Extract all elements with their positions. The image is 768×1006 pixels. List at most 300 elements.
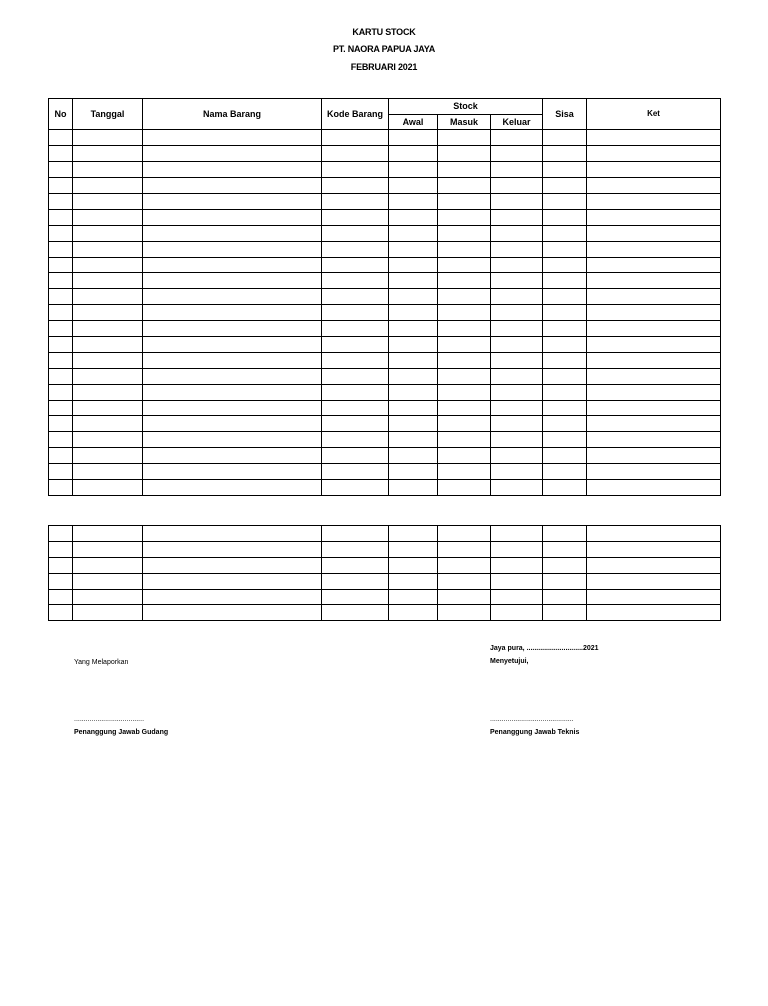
cell-sisa bbox=[543, 605, 587, 621]
cell-awal bbox=[389, 209, 438, 225]
cell-nama-barang bbox=[143, 573, 322, 589]
cell-keluar bbox=[491, 416, 543, 432]
cell-masuk bbox=[438, 321, 491, 337]
cell-kode-barang bbox=[322, 573, 389, 589]
cell-sisa bbox=[543, 541, 587, 557]
cell-sisa bbox=[543, 193, 587, 209]
cell-kode-barang bbox=[322, 605, 389, 621]
cell-kode-barang bbox=[322, 289, 389, 305]
cell-no bbox=[49, 130, 73, 146]
cell-masuk bbox=[438, 273, 491, 289]
cell-masuk bbox=[438, 130, 491, 146]
cell-ket bbox=[587, 178, 721, 194]
cell-awal bbox=[389, 526, 438, 542]
cell-ket bbox=[587, 336, 721, 352]
cell-tanggal bbox=[73, 526, 143, 542]
table-row bbox=[49, 289, 721, 305]
cell-nama-barang bbox=[143, 130, 322, 146]
stock-table bbox=[48, 98, 721, 496]
cell-awal bbox=[389, 384, 438, 400]
table-row bbox=[49, 178, 721, 194]
cell-ket bbox=[587, 162, 721, 178]
place-date: Jaya pura, .............................2021 bbox=[490, 645, 599, 652]
cell-keluar bbox=[491, 130, 543, 146]
table-row bbox=[49, 130, 721, 146]
cell-kode-barang bbox=[322, 384, 389, 400]
cell-sisa bbox=[543, 432, 587, 448]
cell-no bbox=[49, 432, 73, 448]
cell-sisa bbox=[543, 384, 587, 400]
cell-awal bbox=[389, 541, 438, 557]
cell-masuk bbox=[438, 448, 491, 464]
cell-sisa bbox=[543, 352, 587, 368]
cell-nama-barang bbox=[143, 541, 322, 557]
cell-no bbox=[49, 146, 73, 162]
cell-kode-barang bbox=[322, 541, 389, 557]
cell-no bbox=[49, 479, 73, 495]
cell-awal bbox=[389, 464, 438, 480]
cell-tanggal bbox=[73, 416, 143, 432]
cell-kode-barang bbox=[322, 146, 389, 162]
cell-masuk bbox=[438, 289, 491, 305]
cell-ket bbox=[587, 557, 721, 573]
cell-no bbox=[49, 448, 73, 464]
cell-nama-barang bbox=[143, 526, 322, 542]
cell-ket bbox=[587, 193, 721, 209]
cell-no bbox=[49, 178, 73, 194]
cell-keluar bbox=[491, 321, 543, 337]
cell-tanggal bbox=[73, 541, 143, 557]
stock-table-body bbox=[49, 130, 721, 495]
table-row bbox=[49, 557, 721, 573]
cell-awal bbox=[389, 416, 438, 432]
table-row bbox=[49, 589, 721, 605]
cell-sisa bbox=[543, 289, 587, 305]
cell-ket bbox=[587, 573, 721, 589]
cell-no bbox=[49, 352, 73, 368]
cell-sisa bbox=[543, 557, 587, 573]
cell-tanggal bbox=[73, 479, 143, 495]
cell-tanggal bbox=[73, 305, 143, 321]
cell-tanggal bbox=[73, 589, 143, 605]
table-row bbox=[49, 352, 721, 368]
cell-tanggal bbox=[73, 209, 143, 225]
cell-tanggal bbox=[73, 193, 143, 209]
cell-awal bbox=[389, 573, 438, 589]
cell-kode-barang bbox=[322, 273, 389, 289]
cell-sisa bbox=[543, 209, 587, 225]
cell-ket bbox=[587, 146, 721, 162]
cell-nama-barang bbox=[143, 448, 322, 464]
cell-kode-barang bbox=[322, 130, 389, 146]
cell-awal bbox=[389, 432, 438, 448]
cell-kode-barang bbox=[322, 400, 389, 416]
cell-awal bbox=[389, 336, 438, 352]
cell-nama-barang bbox=[143, 178, 322, 194]
cell-ket bbox=[587, 416, 721, 432]
cell-nama-barang bbox=[143, 193, 322, 209]
cell-kode-barang bbox=[322, 432, 389, 448]
cell-tanggal bbox=[73, 384, 143, 400]
cell-nama-barang bbox=[143, 225, 322, 241]
cell-awal bbox=[389, 241, 438, 257]
cell-awal bbox=[389, 321, 438, 337]
cell-ket bbox=[587, 589, 721, 605]
cell-keluar bbox=[491, 273, 543, 289]
table-row bbox=[49, 400, 721, 416]
cell-sisa bbox=[543, 178, 587, 194]
col-header-no: No bbox=[49, 99, 73, 130]
table-row bbox=[49, 416, 721, 432]
col-header-stock: Stock bbox=[389, 99, 543, 115]
cell-sisa bbox=[543, 321, 587, 337]
cell-sisa bbox=[543, 146, 587, 162]
cell-keluar bbox=[491, 305, 543, 321]
cell-kode-barang bbox=[322, 305, 389, 321]
cell-no bbox=[49, 400, 73, 416]
cell-nama-barang bbox=[143, 241, 322, 257]
cell-no bbox=[49, 273, 73, 289]
cell-ket bbox=[587, 130, 721, 146]
cell-ket bbox=[587, 305, 721, 321]
cell-ket bbox=[587, 225, 721, 241]
cell-nama-barang bbox=[143, 432, 322, 448]
cell-sisa bbox=[543, 526, 587, 542]
cell-keluar bbox=[491, 573, 543, 589]
cell-keluar bbox=[491, 225, 543, 241]
cell-awal bbox=[389, 368, 438, 384]
cell-no bbox=[49, 257, 73, 273]
col-header-sisa: Sisa bbox=[543, 99, 587, 130]
cell-sisa bbox=[543, 448, 587, 464]
cell-no bbox=[49, 541, 73, 557]
cell-sisa bbox=[543, 336, 587, 352]
table-row bbox=[49, 162, 721, 178]
cell-awal bbox=[389, 162, 438, 178]
table-row bbox=[49, 432, 721, 448]
cell-tanggal bbox=[73, 400, 143, 416]
approver-label: Menyetujui, bbox=[490, 658, 529, 665]
cell-kode-barang bbox=[322, 479, 389, 495]
cell-kode-barang bbox=[322, 209, 389, 225]
cell-tanggal bbox=[73, 289, 143, 305]
cell-awal bbox=[389, 479, 438, 495]
cell-no bbox=[49, 162, 73, 178]
cell-tanggal bbox=[73, 241, 143, 257]
cell-masuk bbox=[438, 257, 491, 273]
cell-masuk bbox=[438, 146, 491, 162]
cell-keluar bbox=[491, 464, 543, 480]
cell-ket bbox=[587, 241, 721, 257]
cell-kode-barang bbox=[322, 241, 389, 257]
cell-sisa bbox=[543, 416, 587, 432]
cell-ket bbox=[587, 321, 721, 337]
cell-masuk bbox=[438, 526, 491, 542]
approver-signature-line: ........................................... bbox=[490, 716, 574, 723]
cell-masuk bbox=[438, 479, 491, 495]
cell-nama-barang bbox=[143, 352, 322, 368]
cell-tanggal bbox=[73, 225, 143, 241]
table-row bbox=[49, 241, 721, 257]
cell-keluar bbox=[491, 336, 543, 352]
cell-nama-barang bbox=[143, 416, 322, 432]
table-row bbox=[49, 384, 721, 400]
cell-kode-barang bbox=[322, 589, 389, 605]
cell-sisa bbox=[543, 464, 587, 480]
cell-ket bbox=[587, 209, 721, 225]
cell-no bbox=[49, 384, 73, 400]
cell-nama-barang bbox=[143, 321, 322, 337]
col-header-nama-barang: Nama Barang bbox=[143, 99, 322, 130]
col-header-awal: Awal bbox=[389, 114, 438, 130]
cell-kode-barang bbox=[322, 321, 389, 337]
cell-nama-barang bbox=[143, 557, 322, 573]
cell-nama-barang bbox=[143, 605, 322, 621]
table-row bbox=[49, 464, 721, 480]
cell-nama-barang bbox=[143, 257, 322, 273]
cell-masuk bbox=[438, 541, 491, 557]
cell-tanggal bbox=[73, 336, 143, 352]
cell-tanggal bbox=[73, 352, 143, 368]
cell-ket bbox=[587, 541, 721, 557]
cell-masuk bbox=[438, 209, 491, 225]
cell-masuk bbox=[438, 605, 491, 621]
cell-ket bbox=[587, 273, 721, 289]
cell-tanggal bbox=[73, 178, 143, 194]
cell-keluar bbox=[491, 557, 543, 573]
cell-masuk bbox=[438, 162, 491, 178]
cell-kode-barang bbox=[322, 368, 389, 384]
table-row bbox=[49, 225, 721, 241]
cell-tanggal bbox=[73, 368, 143, 384]
cell-no bbox=[49, 241, 73, 257]
cell-masuk bbox=[438, 416, 491, 432]
cell-ket bbox=[587, 432, 721, 448]
cell-no bbox=[49, 289, 73, 305]
cell-keluar bbox=[491, 162, 543, 178]
cell-sisa bbox=[543, 257, 587, 273]
cell-awal bbox=[389, 273, 438, 289]
table-row bbox=[49, 479, 721, 495]
cell-keluar bbox=[491, 541, 543, 557]
cell-masuk bbox=[438, 225, 491, 241]
cell-no bbox=[49, 573, 73, 589]
cell-tanggal bbox=[73, 146, 143, 162]
cell-kode-barang bbox=[322, 448, 389, 464]
cell-nama-barang bbox=[143, 146, 322, 162]
cell-masuk bbox=[438, 432, 491, 448]
cell-keluar bbox=[491, 193, 543, 209]
cell-kode-barang bbox=[322, 193, 389, 209]
cell-awal bbox=[389, 305, 438, 321]
cell-masuk bbox=[438, 352, 491, 368]
cell-nama-barang bbox=[143, 162, 322, 178]
cell-tanggal bbox=[73, 557, 143, 573]
cell-tanggal bbox=[73, 573, 143, 589]
cell-no bbox=[49, 557, 73, 573]
cell-no bbox=[49, 225, 73, 241]
cell-no bbox=[49, 526, 73, 542]
table-row bbox=[49, 193, 721, 209]
cell-nama-barang bbox=[143, 273, 322, 289]
cell-tanggal bbox=[73, 448, 143, 464]
cell-sisa bbox=[543, 162, 587, 178]
table-row bbox=[49, 336, 721, 352]
table-row bbox=[49, 321, 721, 337]
stock-table-continued bbox=[48, 525, 721, 621]
cell-masuk bbox=[438, 241, 491, 257]
cell-masuk bbox=[438, 178, 491, 194]
cell-kode-barang bbox=[322, 178, 389, 194]
cell-keluar bbox=[491, 257, 543, 273]
cell-keluar bbox=[491, 289, 543, 305]
cell-ket bbox=[587, 448, 721, 464]
period-label: FEBRUARI 2021 bbox=[350, 62, 418, 72]
cell-sisa bbox=[543, 368, 587, 384]
stock-table-continued-body bbox=[49, 526, 721, 621]
cell-no bbox=[49, 193, 73, 209]
cell-awal bbox=[389, 289, 438, 305]
cell-ket bbox=[587, 605, 721, 621]
cell-nama-barang bbox=[143, 289, 322, 305]
table-row bbox=[49, 209, 721, 225]
cell-sisa bbox=[543, 479, 587, 495]
cell-keluar bbox=[491, 368, 543, 384]
cell-nama-barang bbox=[143, 384, 322, 400]
cell-masuk bbox=[438, 573, 491, 589]
cell-keluar bbox=[491, 589, 543, 605]
cell-keluar bbox=[491, 241, 543, 257]
cell-kode-barang bbox=[322, 557, 389, 573]
cell-ket bbox=[587, 479, 721, 495]
cell-awal bbox=[389, 193, 438, 209]
cell-no bbox=[49, 321, 73, 337]
cell-kode-barang bbox=[322, 416, 389, 432]
cell-kode-barang bbox=[322, 526, 389, 542]
cell-keluar bbox=[491, 448, 543, 464]
cell-keluar bbox=[491, 400, 543, 416]
cell-masuk bbox=[438, 557, 491, 573]
col-header-masuk: Masuk bbox=[438, 114, 491, 130]
cell-kode-barang bbox=[322, 464, 389, 480]
cell-nama-barang bbox=[143, 336, 322, 352]
col-header-kode-barang: Kode Barang bbox=[322, 99, 389, 130]
cell-kode-barang bbox=[322, 336, 389, 352]
cell-tanggal bbox=[73, 162, 143, 178]
cell-no bbox=[49, 336, 73, 352]
cell-ket bbox=[587, 384, 721, 400]
cell-keluar bbox=[491, 384, 543, 400]
cell-awal bbox=[389, 605, 438, 621]
table-row bbox=[49, 305, 721, 321]
cell-no bbox=[49, 305, 73, 321]
cell-nama-barang bbox=[143, 400, 322, 416]
cell-keluar bbox=[491, 526, 543, 542]
cell-nama-barang bbox=[143, 589, 322, 605]
cell-tanggal bbox=[73, 464, 143, 480]
cell-keluar bbox=[491, 146, 543, 162]
cell-sisa bbox=[543, 589, 587, 605]
cell-no bbox=[49, 464, 73, 480]
cell-no bbox=[49, 416, 73, 432]
table-row bbox=[49, 526, 721, 542]
cell-awal bbox=[389, 448, 438, 464]
technical-manager-title: Penanggung Jawab Teknis bbox=[490, 729, 580, 736]
cell-sisa bbox=[543, 400, 587, 416]
cell-sisa bbox=[543, 273, 587, 289]
company-name: PT. NAORA PAPUA JAYA bbox=[332, 44, 436, 54]
cell-keluar bbox=[491, 352, 543, 368]
cell-nama-barang bbox=[143, 479, 322, 495]
cell-masuk bbox=[438, 368, 491, 384]
cell-tanggal bbox=[73, 321, 143, 337]
cell-awal bbox=[389, 146, 438, 162]
cell-ket bbox=[587, 526, 721, 542]
cell-ket bbox=[587, 352, 721, 368]
cell-tanggal bbox=[73, 605, 143, 621]
cell-keluar bbox=[491, 432, 543, 448]
cell-tanggal bbox=[73, 257, 143, 273]
warehouse-manager-title: Penanggung Jawab Gudang bbox=[74, 729, 169, 736]
cell-sisa bbox=[543, 573, 587, 589]
cell-nama-barang bbox=[143, 464, 322, 480]
cell-nama-barang bbox=[143, 368, 322, 384]
cell-awal bbox=[389, 178, 438, 194]
cell-kode-barang bbox=[322, 162, 389, 178]
cell-kode-barang bbox=[322, 257, 389, 273]
cell-kode-barang bbox=[322, 225, 389, 241]
cell-kode-barang bbox=[322, 352, 389, 368]
table-row bbox=[49, 146, 721, 162]
cell-masuk bbox=[438, 336, 491, 352]
cell-masuk bbox=[438, 589, 491, 605]
cell-masuk bbox=[438, 305, 491, 321]
cell-awal bbox=[389, 257, 438, 273]
cell-ket bbox=[587, 289, 721, 305]
cell-awal bbox=[389, 130, 438, 146]
table-row bbox=[49, 257, 721, 273]
cell-awal bbox=[389, 400, 438, 416]
cell-awal bbox=[389, 589, 438, 605]
table-row bbox=[49, 448, 721, 464]
cell-masuk bbox=[438, 400, 491, 416]
cell-tanggal bbox=[73, 432, 143, 448]
table-row bbox=[49, 573, 721, 589]
cell-no bbox=[49, 605, 73, 621]
cell-keluar bbox=[491, 479, 543, 495]
table-row bbox=[49, 368, 721, 384]
cell-awal bbox=[389, 557, 438, 573]
cell-sisa bbox=[543, 130, 587, 146]
col-header-keluar: Keluar bbox=[491, 114, 543, 130]
cell-masuk bbox=[438, 384, 491, 400]
reporter-label: Yang Melaporkan bbox=[74, 659, 129, 666]
reporter-signature-line: .................................... bbox=[74, 716, 145, 723]
doc-title: KARTU STOCK bbox=[352, 27, 416, 37]
cell-sisa bbox=[543, 241, 587, 257]
table-row bbox=[49, 273, 721, 289]
cell-awal bbox=[389, 352, 438, 368]
col-header-ket: Ket bbox=[587, 99, 721, 130]
cell-ket bbox=[587, 464, 721, 480]
col-header-tanggal: Tanggal bbox=[73, 99, 143, 130]
cell-keluar bbox=[491, 209, 543, 225]
cell-awal bbox=[389, 225, 438, 241]
cell-no bbox=[49, 209, 73, 225]
cell-nama-barang bbox=[143, 305, 322, 321]
table-row bbox=[49, 541, 721, 557]
cell-no bbox=[49, 368, 73, 384]
